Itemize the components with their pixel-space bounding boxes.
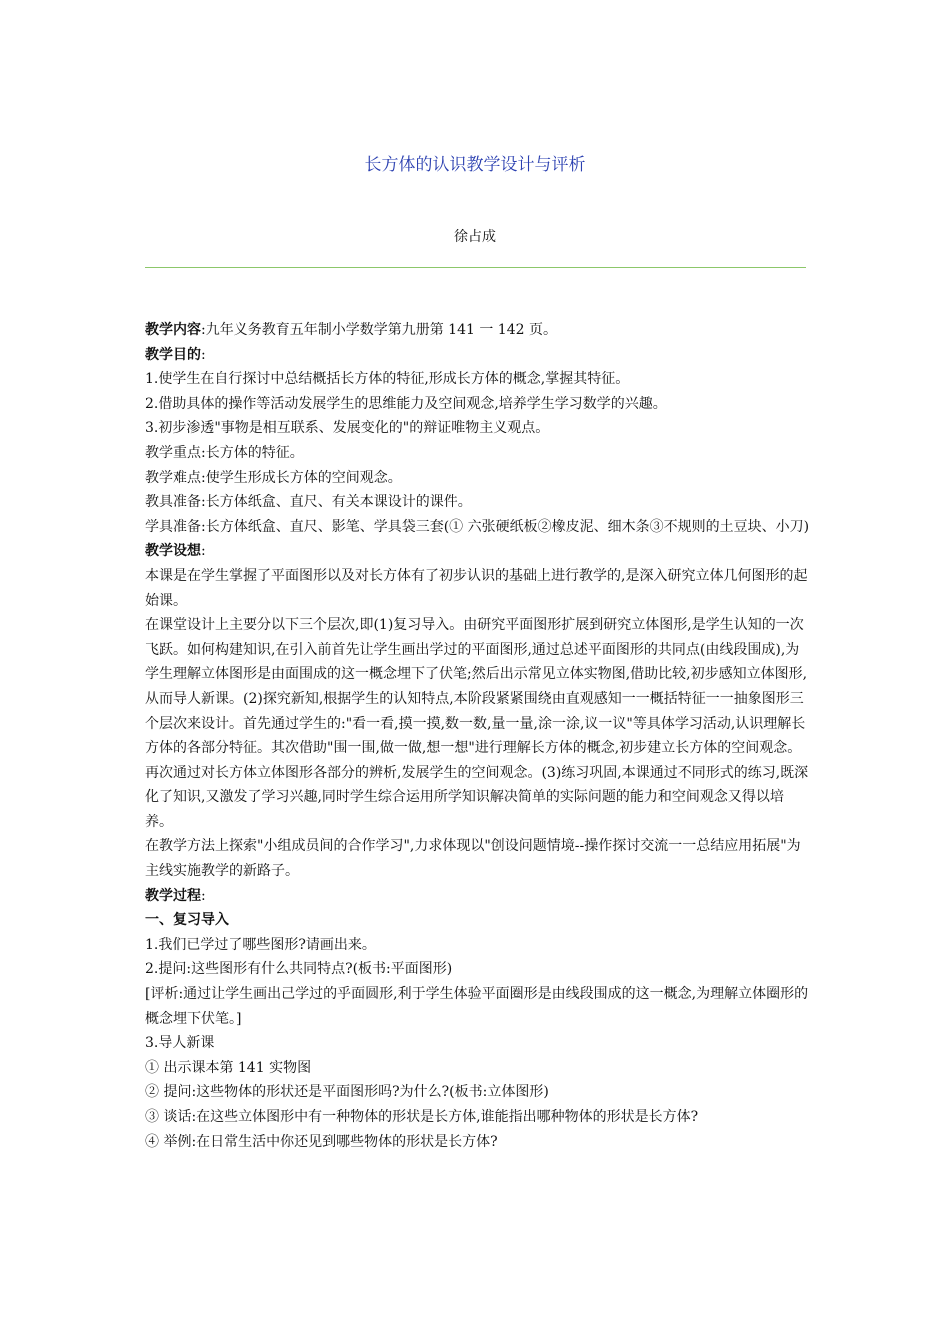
title-divider	[145, 267, 806, 268]
teaching-content	[145, 318, 810, 343]
difficulty: 教学难点:使学生形成长方体的空间观念。	[145, 469, 402, 486]
student-tools: 学具准备:长方体纸盒、直尺、影笔、学具袋三套(① 六张硬纸板②橡皮泥、细木条③不规则的土豆块、小刀)	[145, 518, 810, 535]
label: 教学内容	[145, 322, 201, 338]
process-line: 2.提问:这些图形有什么共同特点?(板书:平面图形)	[145, 961, 453, 978]
process-line: ① 出示课本第 141 实物图	[145, 1059, 312, 1076]
goal-item: 1.使学生在自行探讨中总结概括长方体的特征,形成长方体的概念,掌握其特征。	[145, 371, 630, 388]
concept-paragraph: 在教学方法上探索"小组成员间的合作学习",力求体现以"创设问题情境--操作探讨交流一一总结应用拓展"为主线实施教学的新路子。	[145, 838, 801, 880]
teacher-tools: 教具准备:长方体纸盒、直尺、有关本课设计的课件。	[145, 494, 472, 511]
commentary: [评析:通过让学生画出己学过的乎面圆形,利于学生体验平面圈形是由线段围成的这一概念,为理解立体圈形的概念埋下伏笔。]	[145, 986, 809, 1027]
process-line: ② 提问:这些物体的形状还是平面图形吗?为什么?(板书:立体图形)	[145, 1084, 549, 1101]
document-body	[145, 318, 810, 1154]
text: :九年义务教育五年制小学数学第九册第 141 一 142 页。	[201, 322, 557, 338]
process-heading: 教学过程:	[145, 887, 206, 904]
goal-item: 3.初步渗透"事物是相互联系、发展变化的"的辩证唯物主义观点。	[145, 420, 550, 437]
concept-paragraph: 本课是在学生掌握了平面图形以及对长方体有了初步认识的基础上进行教学的,是深入研究立体几何图形的起始课。	[145, 567, 808, 609]
section-heading: 一、复习导入	[145, 912, 229, 929]
key-point: 教学重点:长方体的特征。	[145, 444, 304, 461]
process-line: 3.导人新课	[145, 1035, 215, 1052]
goal-item: 2.借助具体的操作等活动发展学生的思维能力及空间观念,培养学生学习数学的兴趣。	[145, 395, 667, 412]
concept-paragraph: 在课堂设计上主要分以下三个层次,即(1)复习导入。由研究平面图形扩展到研究立体图形,是学生认知的一次飞跃。如何构建知识,在引入前首先让学生画出学过的平面图形,通过总述平面图形的共同点(由线段围成),为学生理解立体图形是由面围成的这一概念埋下了伏笔;然后出示常见立体实物图,借助比较,初步感知立体图形,从而导人新课。(2)探究新知,根据学生的认知特点,本阶段紧紧围绕由直观感知一一概括特征一一抽象图形三个层次来设计。首先通过学生的:"看一看,摸一摸,数一数,量一量,涂一涂,议一议"等具体学习活动,认识理解长方体的各部分特征。其次借助"围一围,做一做,想一想"进行理解长方体的概念,初步建立长方体的空间观念。再次通过对长方体立体图形各部分的辨析,发展学生的空间观念。(3)练习巩固,本课通过不同形式的练习,既深化了知识,又激发了学习兴趣,同时学生综合运用所学知识解决简单的实际问题的能力和空间观念又得以培养。	[145, 617, 809, 830]
author: 徐占成	[454, 229, 496, 245]
process-line: ③ 谈话:在这些立体图形中有一种物体的形状是长方体,谁能指出哪种物体的形状是长方体?	[145, 1109, 699, 1125]
teaching-goals-heading: 教学目的:	[145, 346, 206, 363]
page-title: 长方体的认识教学设计与评析	[364, 155, 586, 175]
concept-heading: 教学设想:	[145, 543, 206, 560]
process-line: 1.我们已学过了哪些图形?请画出来。	[145, 936, 376, 953]
process-line: ④ 举例:在日常生活中你还见到哪些物体的形状是长方体?	[145, 1133, 498, 1150]
